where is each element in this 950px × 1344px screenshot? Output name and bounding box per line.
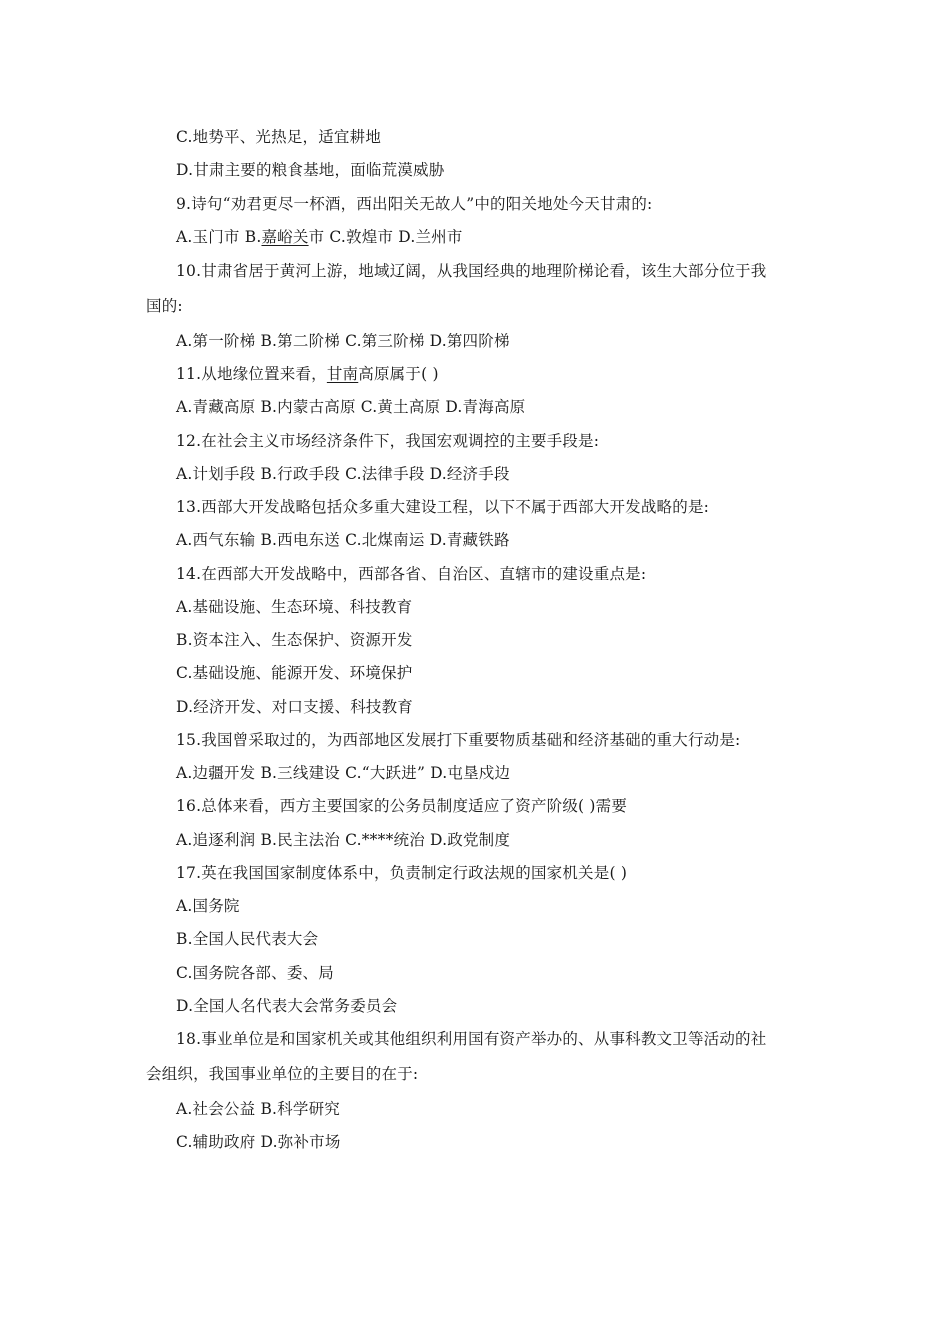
option-line: A.社会公益 B.科学研究 [176,1100,340,1118]
option-line [176,227,463,247]
question-13: 13.西部大开发战略包括众多重大建设工程，以下不属于西部大开发战略的是: [176,498,710,516]
option-line: A.计划手段 B.行政手段 C.法律手段 D.经济手段 [176,465,510,483]
text-segment: 11.从地缘位置来看， [176,365,327,383]
option-line: A.西气东输 B.西电东送 C.北煤南运 D.青藏铁路 [176,531,510,549]
option-line: C.地势平、光热足，适宜耕地 [176,128,382,146]
question-11 [176,364,439,384]
underlined-term: 甘南 [326,365,359,383]
option-line: A.青藏高原 B.内蒙古高原 C.黄土高原 D.青海高原 [176,398,526,416]
option-line: A.第一阶梯 B.第二阶梯 C.第三阶梯 D.第四阶梯 [176,332,510,350]
question-12: 12.在社会主义市场经济条件下，我国宏观调控的主要手段是: [176,432,600,450]
question-continuation: 国的: [146,297,183,315]
option-line: C.基础设施、能源开发、环境保护 [176,664,413,682]
question-15: 15.我国曾采取过的，为西部地区发展打下重要物质基础和经济基础的重大行动是: [176,731,741,749]
option-line: C.国务院各部、委、局 [176,964,334,982]
option-line: D.全国人名代表大会常务委员会 [176,997,398,1015]
question-16: 16.总体来看，西方主要国家的公务员制度适应了资产阶级( )需要 [176,797,628,815]
option-line: B.全国人民代表大会 [176,930,319,948]
underlined-term: 嘉峪关 [261,228,309,246]
question-18: 18.事业单位是和国家机关或其他组织利用国有资产举办的、从事科教文卫等活动的社 [176,1030,767,1048]
text-segment: 市 C.敦煌市 D.兰州市 [308,228,463,246]
question-14: 14.在西部大开发战略中，西部各省、自治区、直辖市的建设重点是: [176,565,647,583]
option-line: A.国务院 [176,897,240,915]
text-segment: A.玉门市 B. [176,228,262,246]
question-10: 10.甘肃省居于黄河上游，地域辽阔，从我国经典的地理阶梯论看，该生大部分位于我 [176,262,767,280]
option-line: A.基础设施、生态环境、科技教育 [176,598,413,616]
option-line: D.甘肃主要的粮食基地，面临荒漠威胁 [176,161,445,179]
option-line: D.经济开发、对口支援、科技教育 [176,698,414,716]
text-segment: 高原属于( ) [358,365,439,383]
option-line: B.资本注入、生态保护、资源开发 [176,631,413,649]
option-line: C.辅助政府 D.弥补市场 [176,1133,341,1151]
question-17: 17.英在我国国家制度体系中，负责制定行政法规的国家机关是( ) [176,864,628,882]
option-line: A.边疆开发 B.三线建设 C.“大跃进” D.屯垦戍边 [176,764,511,782]
question-9: 9.诗句“劝君更尽一杯酒，西出阳关无故人”中的阳关地处今天甘肃的: [176,195,653,213]
option-line: A.追逐利润 B.民主法治 C.****统治 D.政党制度 [176,831,511,849]
question-continuation: 会组织，我国事业单位的主要目的在于: [146,1065,419,1083]
